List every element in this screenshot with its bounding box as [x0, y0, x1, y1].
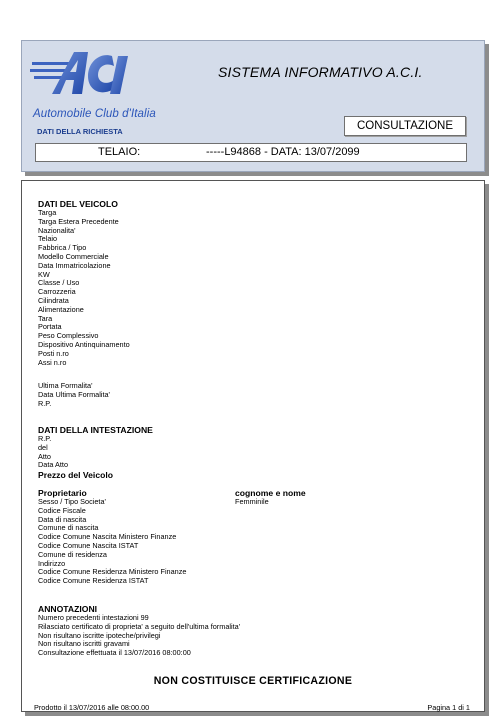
vehicle-heading: DATI DEL VEICOLO — [38, 199, 118, 209]
field-label: Fabbrica / Tipo — [38, 243, 87, 253]
field-label: Indirizzo — [38, 558, 66, 568]
field-label: Alimentazione — [38, 304, 84, 314]
owner-sex-value: Femminile — [235, 497, 269, 506]
field-label: Data di nascita — [38, 514, 87, 524]
request-label: DATI DELLA RICHIESTA — [37, 127, 123, 136]
note-line: Consultazione effettuata il 13/07/2016 08:00:00 — [38, 648, 191, 658]
field-label: Targa — [38, 208, 57, 217]
field-label: Data Atto — [38, 460, 69, 470]
telaio-bar — [35, 143, 467, 162]
note-line: Numero precedenti intestazioni 99 — [38, 613, 149, 622]
registration-heading: DATI DELLA INTESTAZIONE — [38, 425, 153, 435]
owner-section — [38, 488, 186, 586]
field-label: Sesso / Tipo Societa' — [38, 497, 106, 506]
owner-heading: Proprietario — [38, 488, 87, 498]
owner-name-column — [235, 488, 306, 507]
field-label: R.P. — [38, 434, 52, 443]
field-label: Cilindrata — [38, 295, 69, 305]
field-label: Comune di residenza — [38, 549, 107, 559]
field-label: Codice Comune Nascita ISTAT — [38, 540, 139, 550]
brand-name: Automobile Club d'Italia — [33, 108, 156, 120]
consultation-button[interactable]: CONSULTAZIONE — [344, 116, 466, 136]
field-label: R.P. — [38, 398, 52, 408]
field-label: Codice Comune Nascita Ministero Finanze — [38, 532, 177, 542]
note-line: Non risultano iscritti gravami — [38, 639, 130, 649]
formality-section — [38, 382, 110, 408]
vehicle-section — [38, 199, 130, 367]
price-label: Prezzo del Veicolo — [38, 470, 113, 481]
page-number: Pagina 1 di 1 — [427, 703, 470, 712]
field-label: Tara — [38, 313, 53, 323]
field-label: Data Ultima Formalita' — [38, 389, 110, 399]
field-label: Codice Fiscale — [38, 505, 86, 515]
field-label: Ultima Formalita' — [38, 381, 93, 390]
field-label: Classe / Uso — [38, 278, 80, 288]
field-label: Posti n.ro — [38, 348, 69, 358]
system-title: SISTEMA INFORMATIVO A.C.I. — [218, 64, 423, 80]
note-line: Non risultano iscritte ipoteche/privilegi — [38, 630, 161, 640]
field-label: Dispositivo Antinquinamento — [38, 339, 130, 349]
document-panel — [21, 180, 485, 712]
field-label: del — [38, 442, 48, 452]
owner-name-heading: cognome e nome — [235, 488, 306, 498]
field-label: Nazionalita' — [38, 225, 76, 235]
produced-date: Prodotto il 13/07/2016 alle 08:00.00 — [34, 703, 150, 712]
field-label: Data Immatricolazione — [38, 260, 111, 270]
disclaimer: NON COSTITUISCE CERTIFICAZIONE — [153, 675, 353, 687]
field-label: Comune di nascita — [38, 523, 99, 533]
field-label: Targa Estera Precedente — [38, 216, 119, 226]
field-label: Atto — [38, 451, 51, 461]
telaio-label: TELAIO: — [98, 146, 141, 158]
telaio-value: -----L94868 - DATA: 13/07/2099 — [206, 146, 360, 158]
field-label: Carrozzeria — [38, 287, 76, 297]
registration-section — [38, 425, 153, 480]
field-label: Codice Comune Residenza ISTAT — [38, 576, 149, 586]
notes-heading: ANNOTAZIONI — [38, 604, 98, 614]
field-label: Codice Comune Residenza Ministero Finanze — [38, 567, 187, 577]
field-label: Modello Commerciale — [38, 251, 109, 261]
notes-section — [38, 604, 240, 658]
field-label: Assi n.ro — [38, 357, 67, 367]
field-label: Peso Complessivo — [38, 331, 99, 341]
field-label: Portata — [38, 322, 62, 332]
field-label: Telaio — [38, 234, 58, 244]
field-label: KW — [38, 269, 50, 279]
aci-logo-icon — [30, 44, 134, 102]
note-line: Rilasciato certificato di proprieta' a seguito dell'ultima formalita' — [38, 621, 241, 631]
